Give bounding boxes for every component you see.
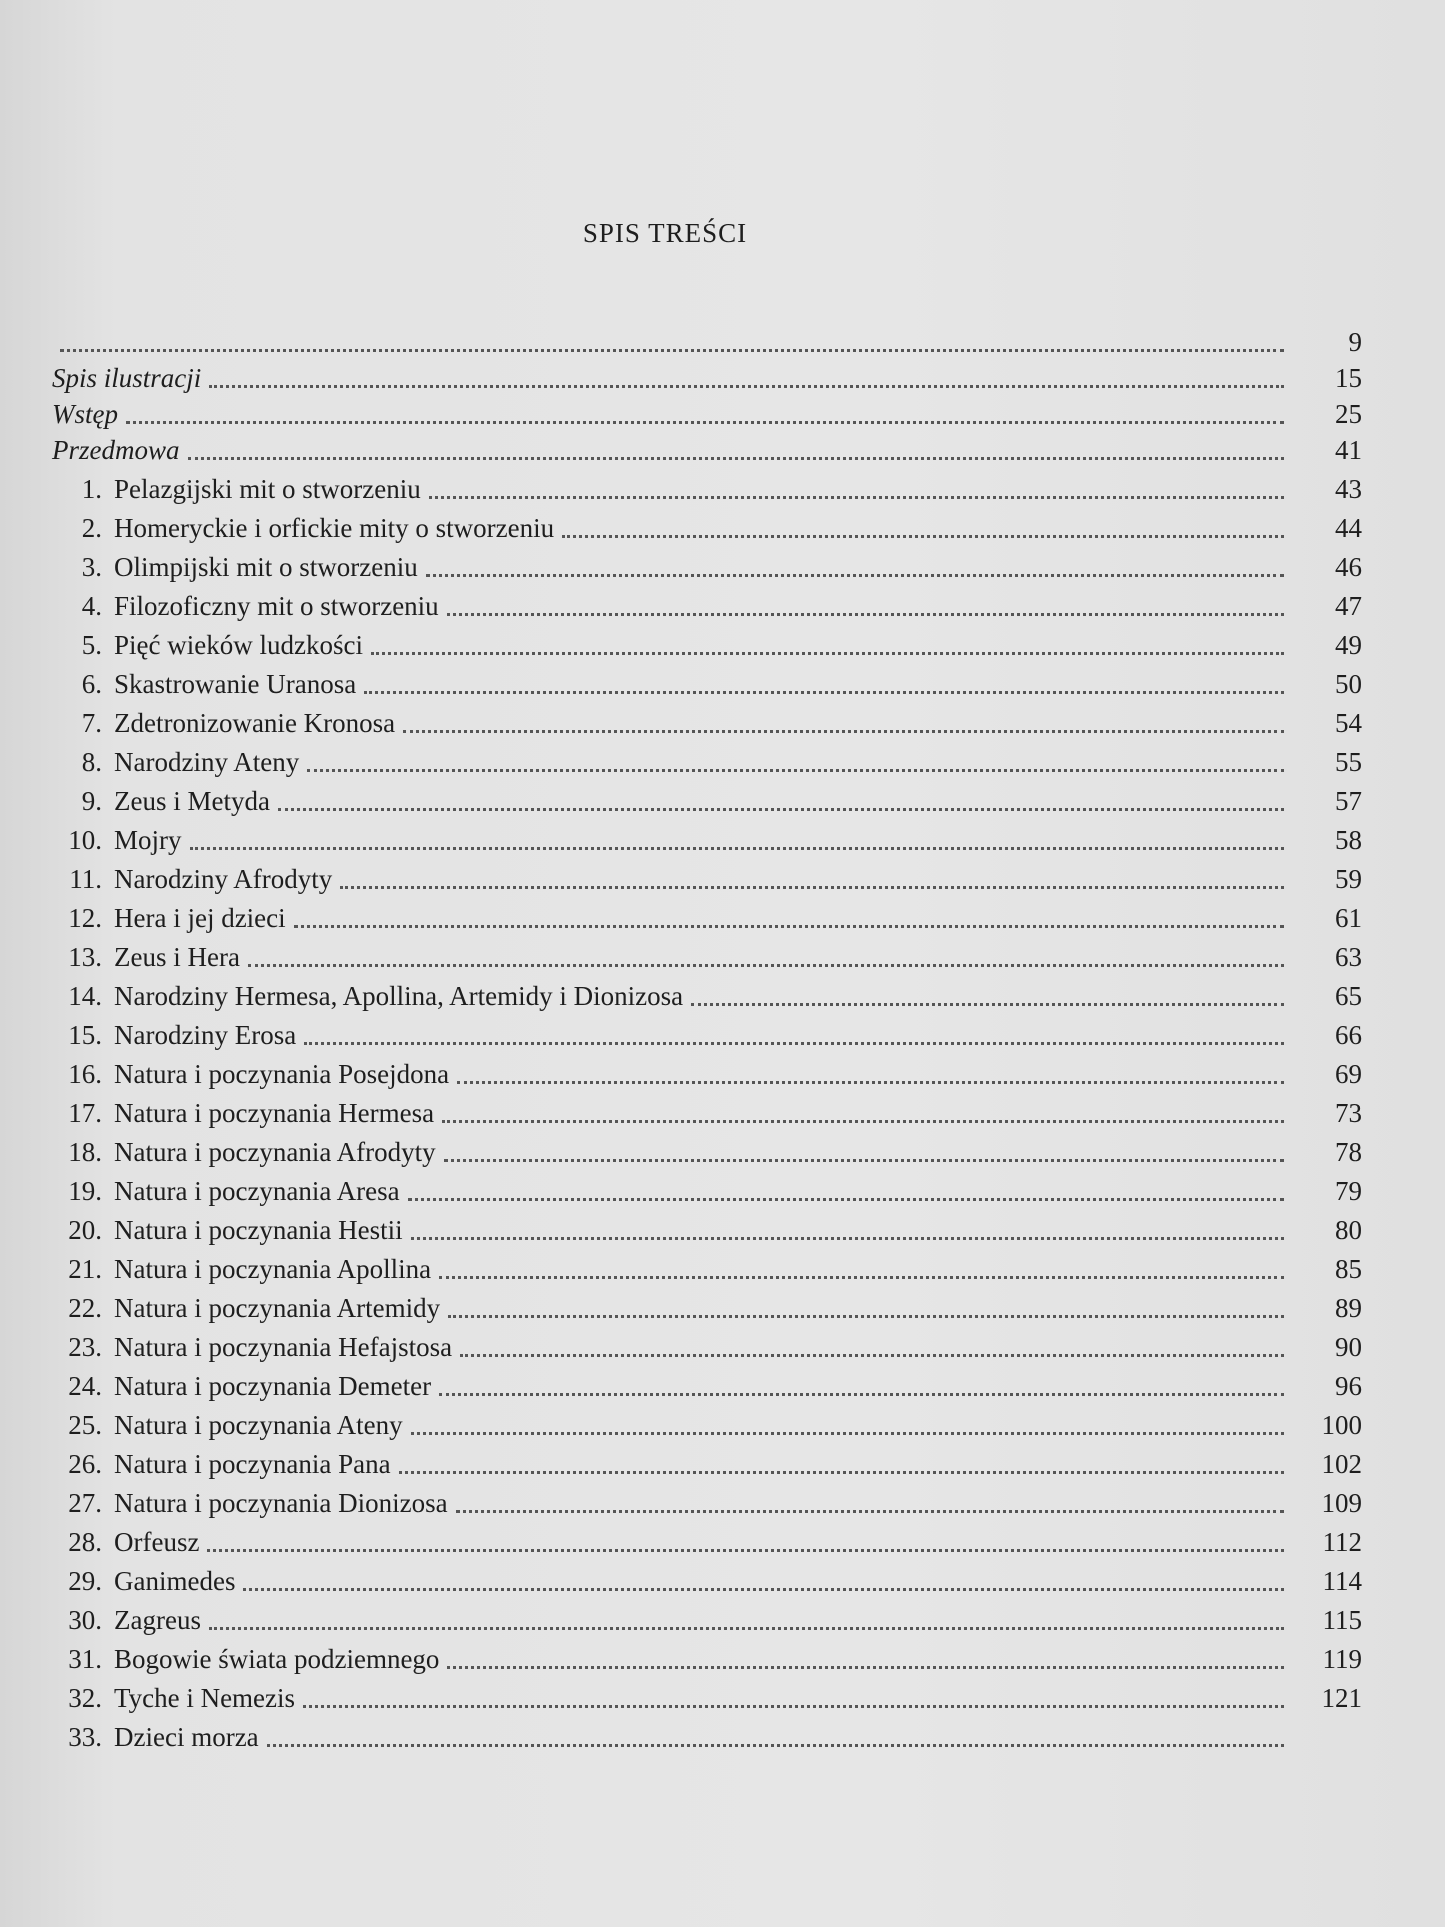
toc-entry [52,895,1362,934]
toc-entry-title: Homeryckie i orfickie mity o stworzeniu [114,513,555,543]
toc-entry-title: Natura i poczynania Aresa [114,1176,400,1206]
toc-entry [52,322,1362,358]
toc-entry-number: 4. [81,591,102,621]
toc-entry-page: 41 [1335,435,1362,465]
toc-entry-number: 27. [68,1488,102,1518]
dot-leader [408,1198,1284,1201]
toc-entry-title: Filozoficzny mit o stworzeniu [114,591,439,621]
dot-leader [411,1432,1284,1435]
toc-entry-title: Natura i poczynania Ateny [114,1410,403,1440]
toc-entry-number: 23. [68,1332,102,1362]
toc-entry-page: 61 [1335,903,1362,933]
toc-entry-page: 114 [1322,1566,1362,1596]
toc-entry-title: Zagreus [114,1605,201,1635]
toc-entry-page: 43 [1335,474,1362,504]
toc-entry-number: 9. [81,786,102,816]
toc-entry-title: Skastrowanie Uranosa [114,669,357,699]
toc-entry-title: Wstęp [52,399,118,429]
toc-entry-page: 69 [1335,1059,1362,1089]
toc-entry-title: Zeus i Hera [114,942,240,972]
dot-leader [411,1237,1284,1240]
toc-entry [52,973,1362,1012]
toc-entry-page: 80 [1335,1215,1362,1245]
dot-leader [456,1510,1284,1513]
toc-entry-number: 18. [68,1137,102,1167]
toc-entry-title: Przedmowa [52,435,180,465]
toc-entry-page: 46 [1335,552,1362,582]
toc-entry-number: 13. [68,942,102,972]
toc-entry [52,622,1362,661]
dot-leader [364,691,1284,694]
toc-entry-page: 9 [1348,327,1362,357]
toc-entry-page: 115 [1322,1605,1362,1635]
toc-entry-title: Olimpijski mit o stworzeniu [114,552,418,582]
toc-entry-title: Orfeusz [114,1527,200,1557]
toc-entry-page: 57 [1335,786,1362,816]
toc-entry-number: 20. [68,1215,102,1245]
toc-entry-number: 17. [68,1098,102,1128]
toc-entry-page: 79 [1335,1176,1362,1206]
toc-entry-title: Pięć wieków ludzkości [114,630,363,660]
dot-leader [207,1549,1284,1552]
toc-entry-title: Natura i poczynania Demeter [114,1371,432,1401]
toc-entry-page: 119 [1322,1644,1362,1674]
toc-entry [52,778,1362,817]
dot-leader [460,1354,1284,1357]
toc-entry-title: Zeus i Metyda [114,786,270,816]
toc-entry-number: 8. [81,747,102,777]
toc-entry [52,1246,1362,1285]
dot-leader [447,1666,1284,1669]
toc-entry-page: 58 [1335,825,1362,855]
toc-entry-page: 47 [1335,591,1362,621]
toc-entry [52,1090,1362,1129]
toc-entry-number: 31. [68,1644,102,1674]
toc-entry [52,1324,1362,1363]
toc-entry-number: 1. [81,474,102,504]
dot-leader [439,1276,1284,1279]
dot-leader [399,1471,1284,1474]
toc-entry-page: 59 [1335,864,1362,894]
toc-entry [52,817,1362,856]
toc-entry [52,1636,1362,1675]
dot-leader [294,925,1284,928]
dot-leader [429,496,1284,499]
toc-entry [52,466,1362,505]
toc-entry-page: 66 [1335,1020,1362,1050]
toc-entry-number: 3. [81,552,102,582]
dot-leader [447,613,1284,616]
toc-entry [52,661,1362,700]
toc-entry-number: 14. [68,981,102,1011]
dot-leader [371,652,1284,655]
toc-entry-number: 6. [81,669,102,699]
dot-leader [304,1042,1284,1045]
dot-leader [267,1744,1284,1747]
toc-entry [52,358,1362,394]
toc-entry-title: Narodziny Ateny [114,747,300,777]
toc-entry-page: 44 [1335,513,1362,543]
toc-entry [52,430,1362,466]
dot-leader [691,1003,1284,1006]
toc-entry-number: 30. [68,1605,102,1635]
dot-leader [188,457,1285,460]
dot-leader [403,730,1284,733]
toc-entry-title: Natura i poczynania Hestii [114,1215,403,1245]
toc-entry-page: 15 [1335,363,1362,393]
toc-entry-number: 26. [68,1449,102,1479]
toc-entry [52,739,1362,778]
toc-entry [52,394,1362,430]
toc-entry-title: Natura i poczynania Dionizosa [114,1488,448,1518]
toc-entry-title: Narodziny Afrodyty [114,864,333,894]
toc-entry [52,505,1362,544]
toc-entry [52,1051,1362,1090]
toc-entry-page: 25 [1335,399,1362,429]
toc-entry-page: 78 [1335,1137,1362,1167]
dot-leader [278,808,1284,811]
toc-entry [52,1714,1362,1753]
toc-entry [52,934,1362,973]
dot-leader [562,535,1284,538]
table-of-contents [52,322,1362,1753]
toc-entry-page: 55 [1335,747,1362,777]
toc-entry-title: Spis ilustracji [52,363,202,393]
toc-entry-title: Tyche i Nemezis [114,1683,296,1713]
toc-entry-number: 21. [68,1254,102,1284]
toc-entry [52,1519,1362,1558]
toc-entry-title: Natura i poczynania Posejdona [114,1059,450,1089]
toc-entry-number: 24. [68,1371,102,1401]
toc-entry-title: Dzieci morza [114,1722,259,1752]
toc-entry-page: 109 [1321,1488,1362,1518]
toc-entry-title: Narodziny Erosa [114,1020,297,1050]
toc-entry-page: 73 [1335,1098,1362,1128]
dot-leader [209,385,1284,388]
toc-entry-number: 15. [68,1020,102,1050]
toc-entry [52,700,1362,739]
toc-entry-page: 121 [1321,1683,1362,1713]
toc-entry-title: Bogowie świata podziemnego [114,1644,440,1674]
toc-entry-number: 11. [69,864,102,894]
toc-entry [52,1363,1362,1402]
toc-entry-number: 28. [68,1527,102,1557]
toc-entry-number: 12. [68,903,102,933]
toc-entry-page: 89 [1335,1293,1362,1323]
toc-entry [52,1441,1362,1480]
dot-leader [60,349,1284,352]
dot-leader [442,1120,1284,1123]
toc-entry [52,1012,1362,1051]
dot-leader [457,1081,1284,1084]
dot-leader [439,1393,1284,1396]
dot-leader [448,1315,1284,1318]
toc-entry-page: 102 [1321,1449,1362,1479]
toc-entry-number: 25. [68,1410,102,1440]
dot-leader [340,886,1284,889]
toc-entry [52,1285,1362,1324]
dot-leader [126,421,1284,424]
toc-entry-page: 49 [1335,630,1362,660]
toc-entry-number: 10. [68,825,102,855]
toc-entry-number: 19. [68,1176,102,1206]
toc-entry-title: Natura i poczynania Apollina [114,1254,432,1284]
dot-leader [307,769,1284,772]
dot-leader [248,964,1284,967]
toc-entry-number: 22. [68,1293,102,1323]
dot-leader [209,1627,1284,1630]
toc-entry [52,1675,1362,1714]
toc-entry-page: 100 [1321,1410,1362,1440]
toc-entry-page: 63 [1335,942,1362,972]
toc-entry-title: Natura i poczynania Artemidy [114,1293,441,1323]
toc-entry [52,1207,1362,1246]
toc-entry-number: 5. [81,630,102,660]
toc-entry-title: Natura i poczynania Hermesa [114,1098,435,1128]
toc-entry [52,1129,1362,1168]
dot-leader [190,847,1285,850]
toc-entry-title: Hera i jej dzieci [114,903,286,933]
toc-entry-title: Natura i poczynania Hefajstosa [114,1332,453,1362]
toc-entry-page: 112 [1322,1527,1362,1557]
dot-leader [303,1705,1284,1708]
toc-entry-page: 90 [1335,1332,1362,1362]
page-title: SPIS TREŚCI [582,218,748,248]
toc-entry-page: 85 [1335,1254,1362,1284]
toc-entry-number: 7. [81,708,102,738]
toc-entry [52,1480,1362,1519]
toc-entry [52,856,1362,895]
toc-entry [52,1558,1362,1597]
toc-entry-number: 29. [68,1566,102,1596]
toc-entry-title: Mojry [114,825,182,855]
toc-entry-title: Natura i poczynania Pana [114,1449,391,1479]
toc-entry-number: 32. [68,1683,102,1713]
toc-entry [52,1597,1362,1636]
dot-leader [444,1159,1284,1162]
toc-entry-title: Zdetronizowanie Kronosa [114,708,396,738]
dot-leader [243,1588,1284,1591]
toc-entry [52,583,1362,622]
toc-entry-number: 33. [68,1722,102,1752]
toc-entry-page: 96 [1335,1371,1362,1401]
toc-entry-page: 50 [1335,669,1362,699]
toc-entry-number: 16. [68,1059,102,1089]
toc-entry-title: Pelazgijski mit o stworzeniu [114,474,421,504]
toc-entry-title: Ganimedes [114,1566,236,1596]
toc-entry [52,1402,1362,1441]
toc-entry-number: 2. [81,513,102,543]
toc-entry-title: Natura i poczynania Afrodyty [114,1137,436,1167]
toc-entry [52,1168,1362,1207]
toc-entry-page: 65 [1335,981,1362,1011]
dot-leader [426,574,1284,577]
toc-entry-title: Narodziny Hermesa, Apollina, Artemidy i Dionizosa [114,981,684,1011]
toc-entry [52,544,1362,583]
toc-entry-page: 54 [1335,708,1362,738]
